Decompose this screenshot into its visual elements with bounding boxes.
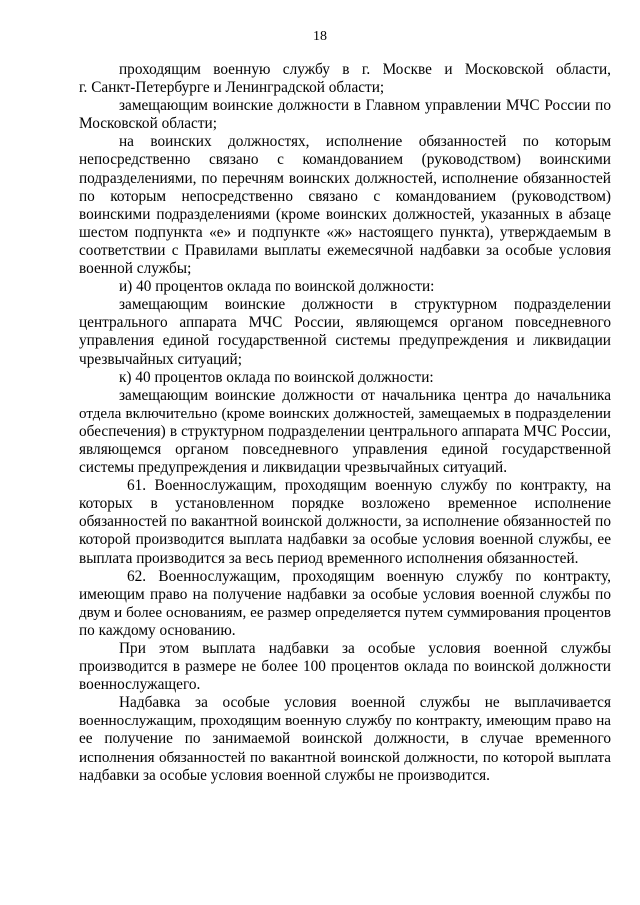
text-line: замещающим воинские должности от начальника центра до начальника: [119, 386, 611, 404]
text-line: Надбавка за особые условия военной службы не выплачивается: [119, 694, 611, 712]
document-body: [79, 61, 611, 785]
text-line: чрезвычайных ситуаций;: [79, 350, 242, 368]
text-line: непосредственно связано с командованием (руководством) воинскими: [79, 151, 611, 169]
text-line: выплата производится за весь период временного исполнения обязанностей.: [79, 549, 579, 567]
text-line: двум и более основаниям, ее размер определяется путем суммирования процентов: [79, 604, 611, 621]
text-line: военной службы;: [79, 260, 192, 278]
text-line: 62. Военнослужащим, проходящим военную службу по контракту,: [127, 567, 611, 585]
text-line: по каждому основанию.: [79, 621, 236, 639]
text-line: шестом подпункта «е» и подпункте «ж» настоящего пункта), утверждаемым в: [79, 223, 611, 241]
text-line: обеспечения) в структурном подразделении центрального аппарата МЧС России,: [79, 422, 611, 440]
text-line: которой производится выплата надбавки за особые условия военной службы, ее: [79, 531, 611, 549]
text-line: имеющим право на получение надбавки за особые условия военной службы по: [79, 585, 611, 603]
text-line: замещающим воинские должности в Главном управлении МЧС России по: [119, 97, 611, 115]
text-line: 61. Военнослужащим, проходящим военную службу по контракту, на: [127, 477, 611, 495]
text-line: являющемся органом повседневного управления единой государственной: [79, 440, 611, 458]
text-line: подразделениями, по перечням воинских должностей, исполнение обязанностей: [79, 169, 611, 187]
text-line: и) 40 процентов оклада по воинской должности:: [119, 278, 435, 296]
text-line: центрального аппарата МЧС России, являющемся органом повседневного: [79, 314, 611, 332]
text-line: обязанностей по вакантной воинской должности, за исполнение обязанностей по: [79, 513, 611, 531]
text-line: Московской области;: [79, 115, 217, 133]
text-line: отдела включительно (кроме воинских должностей, замещаемых в подразделении: [79, 405, 611, 422]
text-line: При этом выплата надбавки за особые условия военной службы: [119, 640, 611, 657]
text-line: ее получение по занимаемой воинской должности, в случае временного: [79, 730, 611, 748]
text-line: г. Санкт-Петербурге и Ленинградской области;: [79, 79, 385, 97]
text-line: соответствии с Правилами выплаты ежемесячной надбавки за особые условия: [79, 241, 611, 259]
text-line: военнослужащего.: [79, 676, 201, 694]
text-line: военнослужащим, проходящим военную службу по контракту, имеющим право на: [79, 713, 611, 730]
text-line: которых в установленном порядке возложено временное исполнение: [79, 495, 611, 513]
text-line: надбавки за особые условия военной службы не производится.: [79, 766, 491, 784]
text-line: к) 40 процентов оклада по воинской должности:: [119, 368, 434, 386]
text-line: управления единой государственной системы предупреждения и ликвидации: [79, 332, 611, 350]
text-line: замещающим воинские должности в структурном подразделении: [119, 296, 611, 314]
text-line: системы предупреждения и ликвидации чрезвычайных ситуаций.: [79, 459, 508, 477]
text-line: проходящим военную службу в г. Москве и Московской области,: [119, 61, 611, 78]
page-number: 18: [313, 29, 327, 44]
text-line: воинскими подразделениями (кроме воинских должностей, указанных в абзаце: [79, 205, 611, 223]
text-line: производится в размере не более 100 процентов оклада по воинской должности: [79, 658, 611, 676]
text-line: по которым непосредственно связано с командованием (руководством): [79, 187, 611, 205]
text-line: на воинских должностях, исполнение обязанностей по которым: [119, 133, 611, 151]
text-line: исполнения обязанностей по вакантной воинской должности, по которой выплата: [79, 749, 611, 766]
